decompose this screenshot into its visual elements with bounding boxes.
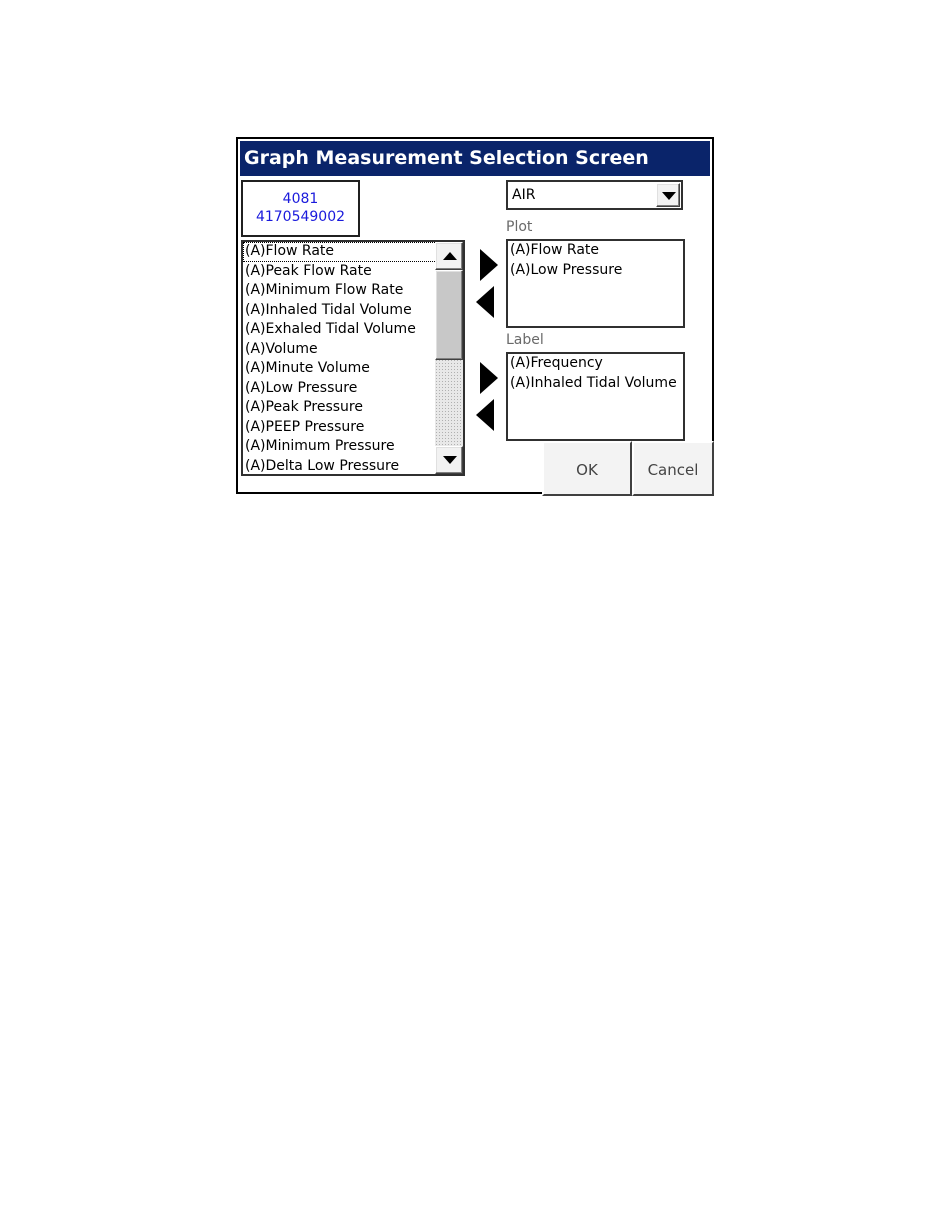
list-item[interactable]: (A)Low Pressure bbox=[510, 261, 623, 278]
add-to-label-button[interactable] bbox=[478, 361, 500, 395]
chevron-down-icon bbox=[662, 192, 676, 200]
list-item[interactable]: (A)Volume bbox=[245, 340, 318, 357]
list-item[interactable]: (A)Low Pressure bbox=[245, 379, 358, 396]
device-info-button[interactable] bbox=[241, 180, 360, 237]
gas-dropdown-button[interactable] bbox=[656, 183, 680, 207]
measurement-list[interactable] bbox=[241, 240, 465, 476]
gas-select-value: AIR bbox=[512, 187, 536, 203]
list-item[interactable]: (A)Peak Pressure bbox=[245, 399, 363, 415]
list-item[interactable]: (A)PEEP Pressure bbox=[245, 418, 365, 435]
arrow-down-icon bbox=[443, 456, 457, 464]
scroll-up-button[interactable] bbox=[435, 242, 463, 270]
window-title: Graph Measurement Selection Screen bbox=[240, 141, 710, 176]
list-item[interactable]: (A)Inhaled Tidal Volume bbox=[510, 374, 677, 391]
arrow-right-icon bbox=[480, 362, 498, 394]
arrow-right-icon bbox=[480, 249, 498, 281]
list-item[interactable]: (A)Delta Low Pressure bbox=[245, 457, 400, 474]
scroll-down-button[interactable] bbox=[435, 446, 463, 474]
plot-list[interactable] bbox=[506, 239, 685, 328]
list-item[interactable]: (A)Minimum Pressure bbox=[245, 438, 395, 454]
ok-button[interactable]: OK bbox=[542, 441, 632, 496]
list-item[interactable]: (A)Frequency bbox=[510, 355, 603, 371]
device-id: 4081 bbox=[282, 191, 319, 207]
arrow-left-icon bbox=[476, 286, 494, 318]
list-item[interactable]: (A)Exhaled Tidal Volume bbox=[245, 321, 416, 337]
list-item[interactable]: (A)Minimum Flow Rate bbox=[245, 282, 404, 298]
label-list[interactable] bbox=[506, 352, 685, 441]
device-serial: 4170549002 bbox=[255, 209, 346, 225]
plot-heading: Plot bbox=[506, 219, 533, 235]
list-item[interactable]: (A)Inhaled Tidal Volume bbox=[245, 301, 412, 318]
vertical-scrollbar[interactable] bbox=[435, 242, 463, 474]
remove-from-label-button[interactable] bbox=[474, 398, 496, 432]
measurement-items bbox=[243, 242, 437, 476]
add-to-plot-button[interactable] bbox=[478, 248, 500, 282]
label-heading: Label bbox=[506, 332, 544, 348]
list-item[interactable]: (A)Flow Rate bbox=[510, 242, 600, 258]
cancel-button[interactable]: Cancel bbox=[632, 441, 714, 496]
arrow-up-icon bbox=[443, 252, 457, 260]
graph-measurement-dialog bbox=[236, 137, 714, 494]
list-item[interactable]: (A)Minute Volume bbox=[245, 360, 370, 376]
gas-select[interactable] bbox=[506, 180, 683, 210]
remove-from-plot-button[interactable] bbox=[474, 285, 496, 319]
arrow-left-icon bbox=[476, 399, 494, 431]
scroll-thumb[interactable] bbox=[435, 270, 463, 360]
list-item[interactable]: (A)Peak Flow Rate bbox=[245, 262, 372, 279]
list-item[interactable]: (A)Flow Rate bbox=[243, 242, 437, 262]
